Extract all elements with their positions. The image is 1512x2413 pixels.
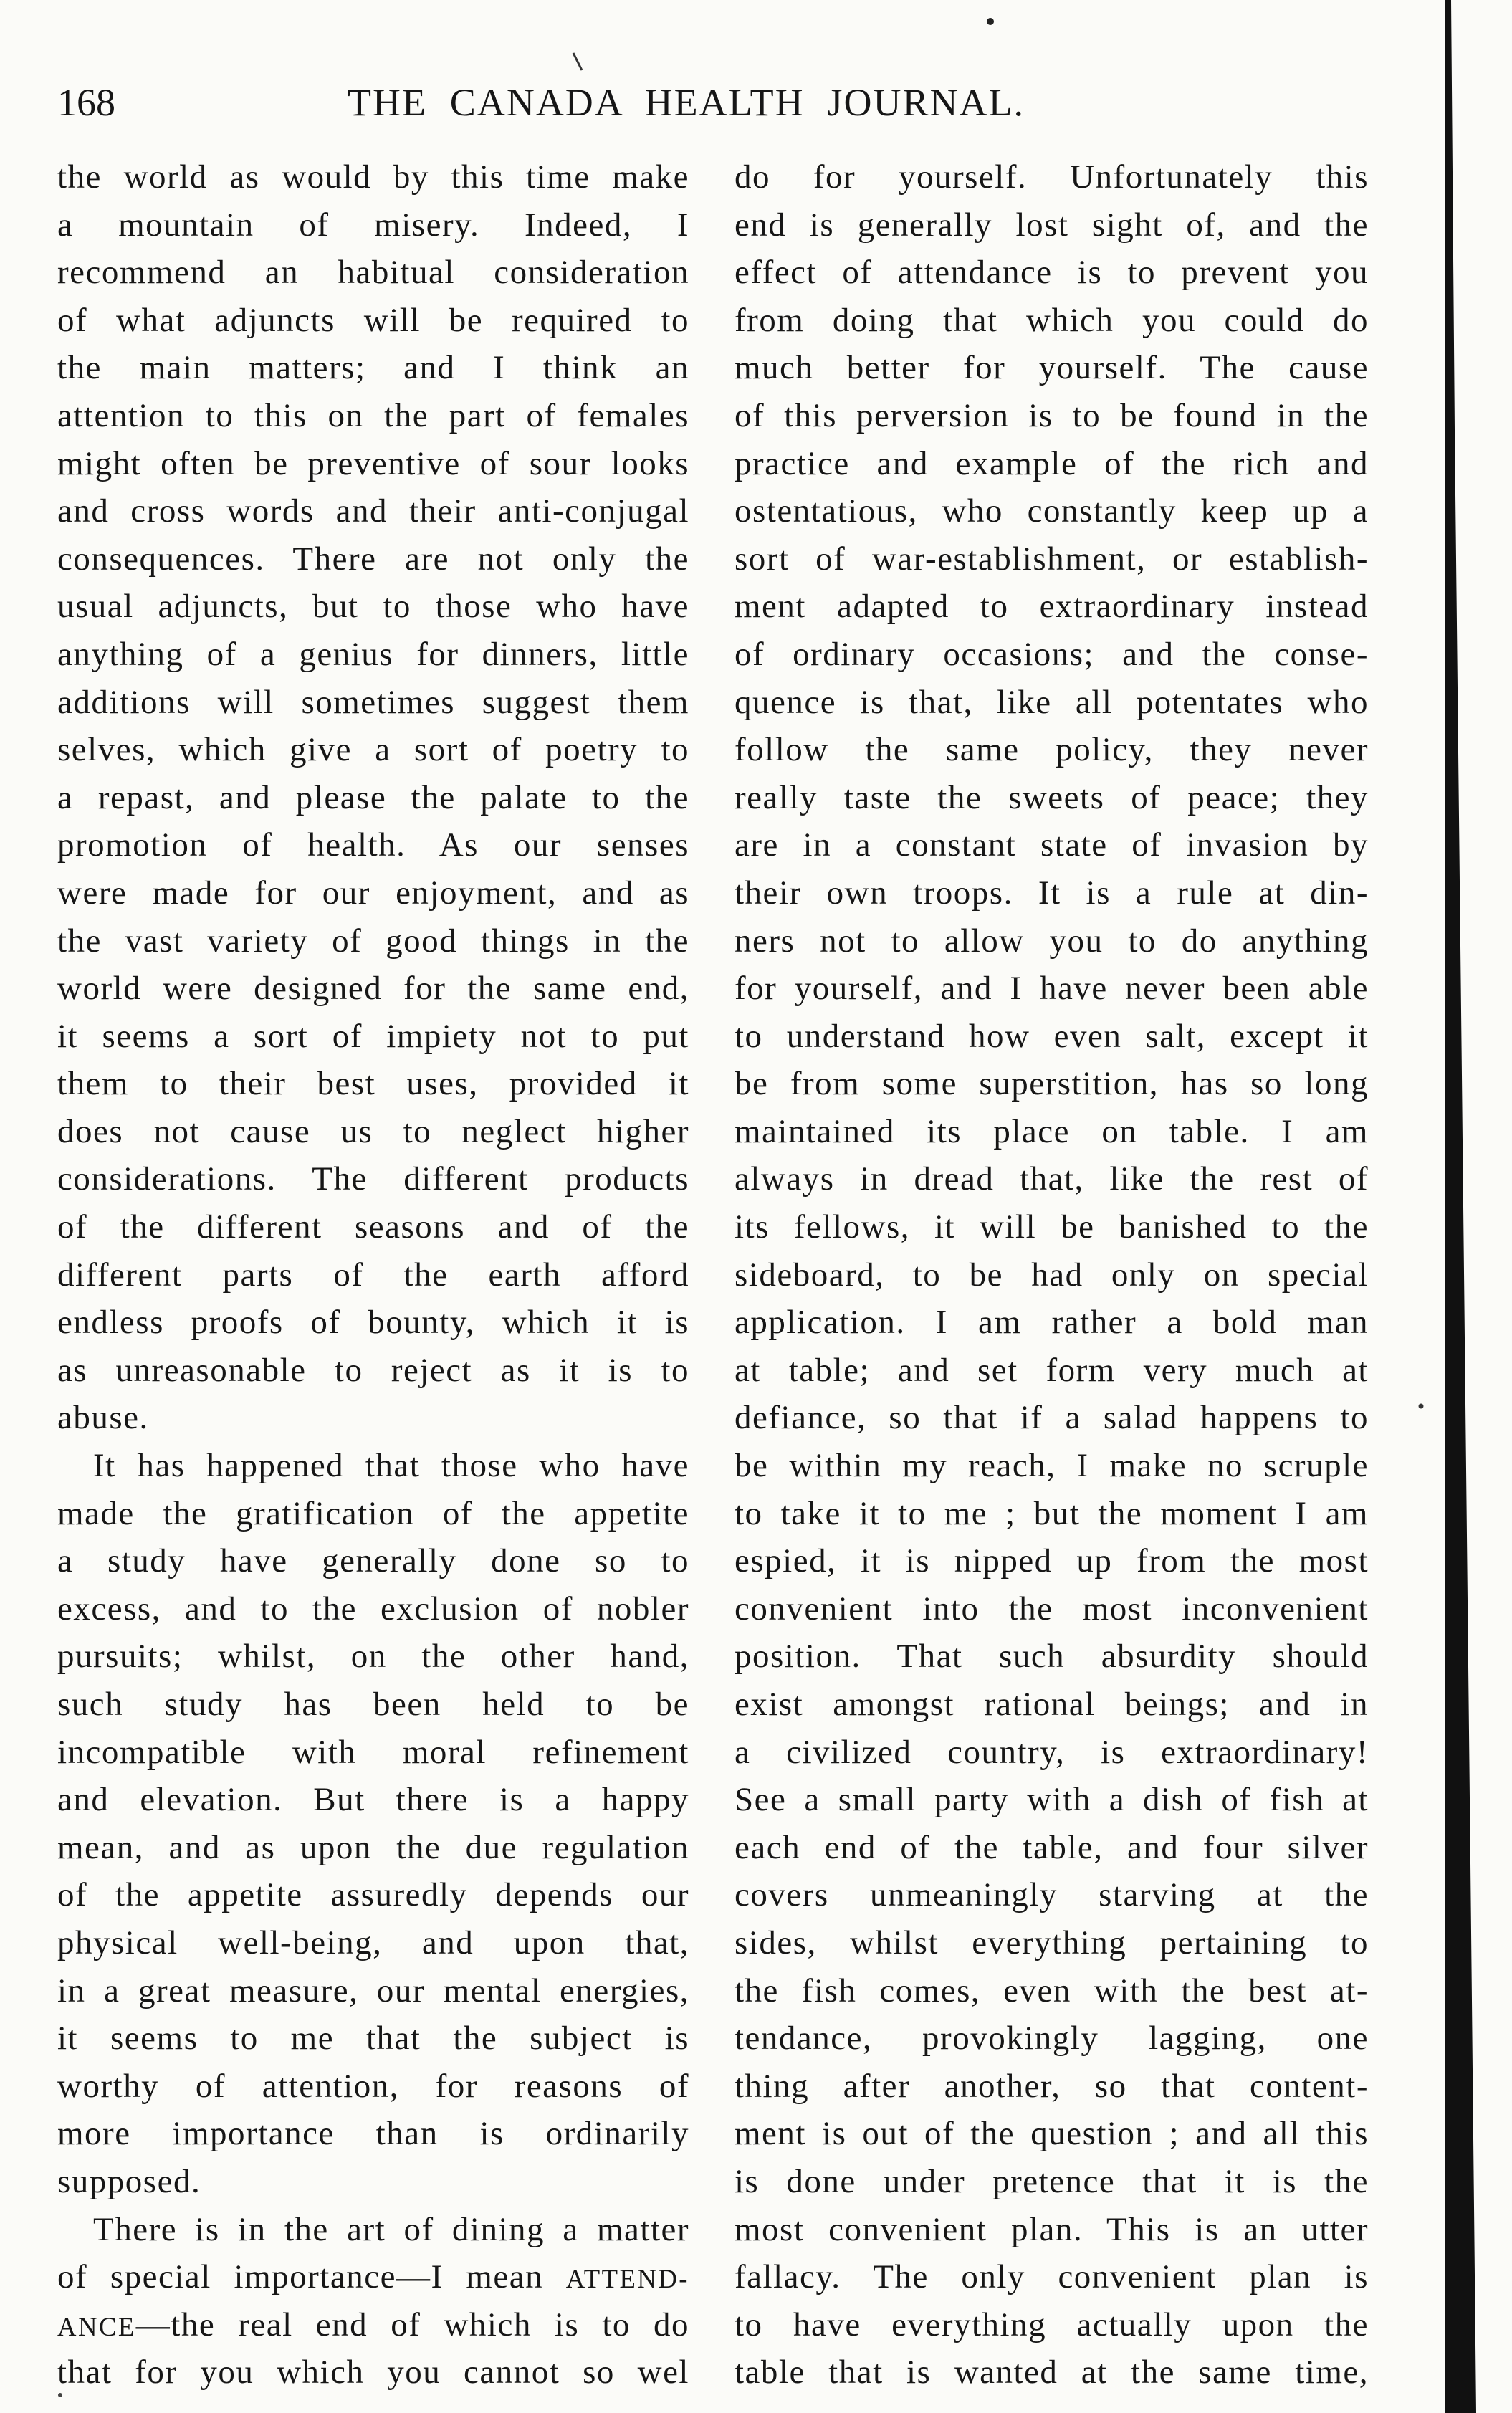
right-column-line: ners not to allow you to do anything [735, 922, 1369, 960]
left-column-line: anything of a genius for dinners, little [57, 635, 689, 673]
right-column-line: convenient into the most inconvenient [735, 1590, 1369, 1628]
left-column-line: considerations. The different products [57, 1160, 689, 1198]
left-column-line: pursuits; whilst, on the other hand, [57, 1638, 689, 1676]
left-column-line: a study have generally done so to [57, 1542, 689, 1580]
left-column-line: recommend an habitual consideration [57, 254, 689, 292]
left-column-line: different parts of the earth afford [57, 1256, 689, 1294]
left-column-line: world were designed for the same end, [57, 970, 689, 1008]
left-column-line: incompatible with moral refinement [57, 1733, 689, 1771]
scan-speck [987, 18, 994, 25]
right-column-line: their own troops. It is a rule at din- [735, 874, 1369, 912]
right-column-line: much better for yourself. The cause [735, 349, 1369, 387]
left-column-line: physical well-being, and upon that, [57, 1924, 689, 1962]
right-column-line: to understand how even salt, except it [735, 1017, 1369, 1055]
right-column-line: each end of the table, and four silver [735, 1828, 1369, 1866]
right-column-line: from doing that which you could do [735, 301, 1369, 339]
left-column-line: It has happened that those who have [93, 1447, 689, 1485]
scan-speck [573, 53, 582, 70]
left-column-line: them to their best uses, provided it [57, 1065, 689, 1103]
right-column [735, 153, 1369, 2397]
right-column-line: ostentatious, who constantly keep up a [735, 492, 1369, 530]
left-column-line: promotion of health. As our senses [57, 826, 689, 864]
line-text: of special importance—I mean [57, 2258, 544, 2296]
right-column-line: maintained its place on table. I am [735, 1112, 1369, 1150]
left-column-line: made the gratification of the appetite [57, 1494, 689, 1532]
left-column-line: the world as would by this time make [57, 158, 689, 196]
right-column-line: most convenient plan. This is an utter [735, 2210, 1369, 2248]
left-column-line: as unreasonable to reject as it is to [57, 1351, 689, 1389]
left-column-line [57, 2301, 689, 2349]
right-column-line: ment adapted to extraordinary instead [735, 588, 1369, 626]
right-column-line: are in a constant state of invasion by [735, 826, 1369, 864]
right-column-line: defiance, so that if a salad happens to [735, 1399, 1369, 1437]
left-column [57, 153, 689, 2397]
left-column-line: more importance than is ordinarily [57, 2115, 689, 2153]
right-column-line: sideboard, to be had only on special [735, 1256, 1369, 1294]
right-column-line: fallacy. The only convenient plan is [735, 2258, 1369, 2296]
left-column-line [57, 2253, 689, 2301]
left-column-line: selves, which give a sort of poetry to [57, 731, 689, 769]
small-caps-term: ATTEND- [565, 2264, 690, 2294]
right-column-line: thing after another, so that content- [735, 2067, 1369, 2105]
right-column-line: for yourself, and I have never been able [735, 970, 1369, 1008]
right-column-line: of this perversion is to be found in the [735, 396, 1369, 434]
left-column-line: the vast variety of good things in the [57, 922, 689, 960]
scan-edge-shadow [1445, 0, 1476, 2413]
left-column-line: mean, and as upon the due regulation [57, 1828, 689, 1866]
right-column-line: effect of attendance is to prevent you [735, 254, 1369, 292]
right-column-line: follow the same policy, they never [735, 731, 1369, 769]
right-column-line: is done under pretence that it is the [735, 2162, 1369, 2200]
right-column-line: See a small party with a dish of fish at [735, 1781, 1369, 1819]
left-column-line: worthy of attention, for reasons of [57, 2067, 689, 2105]
left-column-line: abuse. [57, 1399, 149, 1437]
right-column-line: sort of war-establishment, or establish- [735, 540, 1369, 578]
right-column-line: ment is out of the question ; and all this [735, 2115, 1369, 2153]
left-column-line: and cross words and their anti-conjugal [57, 492, 689, 530]
left-column-line: a repast, and please the palate to the [57, 778, 689, 816]
right-column-line: the fish comes, even with the best at- [735, 1972, 1369, 2010]
left-column-line: such study has been held to be [57, 1686, 689, 1723]
left-column-line: endless proofs of bounty, which it is [57, 1304, 689, 1342]
line-text: —the real end of which is to do [135, 2306, 689, 2343]
left-column-line: of what adjuncts will be required to [57, 301, 689, 339]
right-column-line: always in dread that, like the rest of [735, 1160, 1369, 1198]
left-column-line: that for you which you cannot so wel [57, 2354, 689, 2392]
left-column-line: it seems to me that the subject is [57, 2020, 689, 2058]
left-column-line: additions will sometimes suggest them [57, 683, 689, 721]
right-column-line: do for yourself. Unfortunately this [735, 158, 1369, 196]
left-column-line: might often be preventive of sour looks [57, 444, 689, 482]
right-column-line: exist amongst rational beings; and in [735, 1686, 1369, 1723]
left-column-line: consequences. There are not only the [57, 540, 689, 578]
right-column-line: really taste the sweets of peace; they [735, 778, 1369, 816]
right-column-line: application. I am rather a bold man [735, 1304, 1369, 1342]
right-column-line: tendance, provokingly lagging, one [735, 2020, 1369, 2058]
left-column-line: were made for our enjoyment, and as [57, 874, 689, 912]
left-column-line: in a great measure, our mental energies, [57, 1972, 689, 2010]
left-column-line: of the appetite assuredly depends our [57, 1876, 689, 1914]
right-column-line: position. That such absurdity should [735, 1638, 1369, 1676]
left-column-line: supposed. [57, 2162, 201, 2200]
right-column-line: to have everything actually upon the [735, 2306, 1369, 2343]
left-column-line: and elevation. But there is a happy [57, 1781, 689, 1819]
left-column-line: attention to this on the part of females [57, 396, 689, 434]
page-number: 168 [57, 81, 115, 124]
left-column-line: excess, and to the exclusion of nobler [57, 1590, 689, 1628]
left-column-line: it seems a sort of impiety not to put [57, 1017, 689, 1055]
journal-title: THE CANADA HEALTH JOURNAL. [348, 81, 1025, 124]
right-column-line: sides, whilst everything pertaining to [735, 1924, 1369, 1962]
left-column-line: usual adjuncts, but to those who have [57, 588, 689, 626]
left-column-line: the main matters; and I think an [57, 349, 689, 387]
right-column-line: covers unmeaningly starving at the [735, 1876, 1369, 1914]
right-column-line: end is generally lost sight of, and the [735, 206, 1369, 244]
right-column-line: be within my reach, I make no scruple [735, 1447, 1369, 1485]
left-column-line: There is in the art of dining a matter [93, 2210, 689, 2248]
right-column-line: table that is wanted at the same time, [735, 2354, 1369, 2392]
right-column-line: quence is that, like all potentates who [735, 683, 1369, 721]
left-column-line: does not cause us to neglect higher [57, 1112, 689, 1150]
right-column-line: practice and example of the rich and [735, 444, 1369, 482]
right-column-line: at table; and set form very much at [735, 1351, 1369, 1389]
small-caps-term: ANCE [57, 2311, 136, 2341]
right-column-line: its fellows, it will be banished to the [735, 1208, 1369, 1246]
right-column-line: of ordinary occasions; and the conse- [735, 635, 1369, 673]
right-column-line: to take it to me ; but the moment I am [735, 1494, 1369, 1532]
right-column-line: be from some superstition, has so long [735, 1065, 1369, 1103]
left-column-line: a mountain of misery. Indeed, I [57, 206, 689, 244]
right-column-line: espied, it is nipped up from the most [735, 1542, 1369, 1580]
right-column-line: a civilized country, is extraordinary! [735, 1733, 1369, 1771]
scan-speck [1419, 1404, 1424, 1409]
left-column-line: of the different seasons and of the [57, 1208, 689, 1246]
